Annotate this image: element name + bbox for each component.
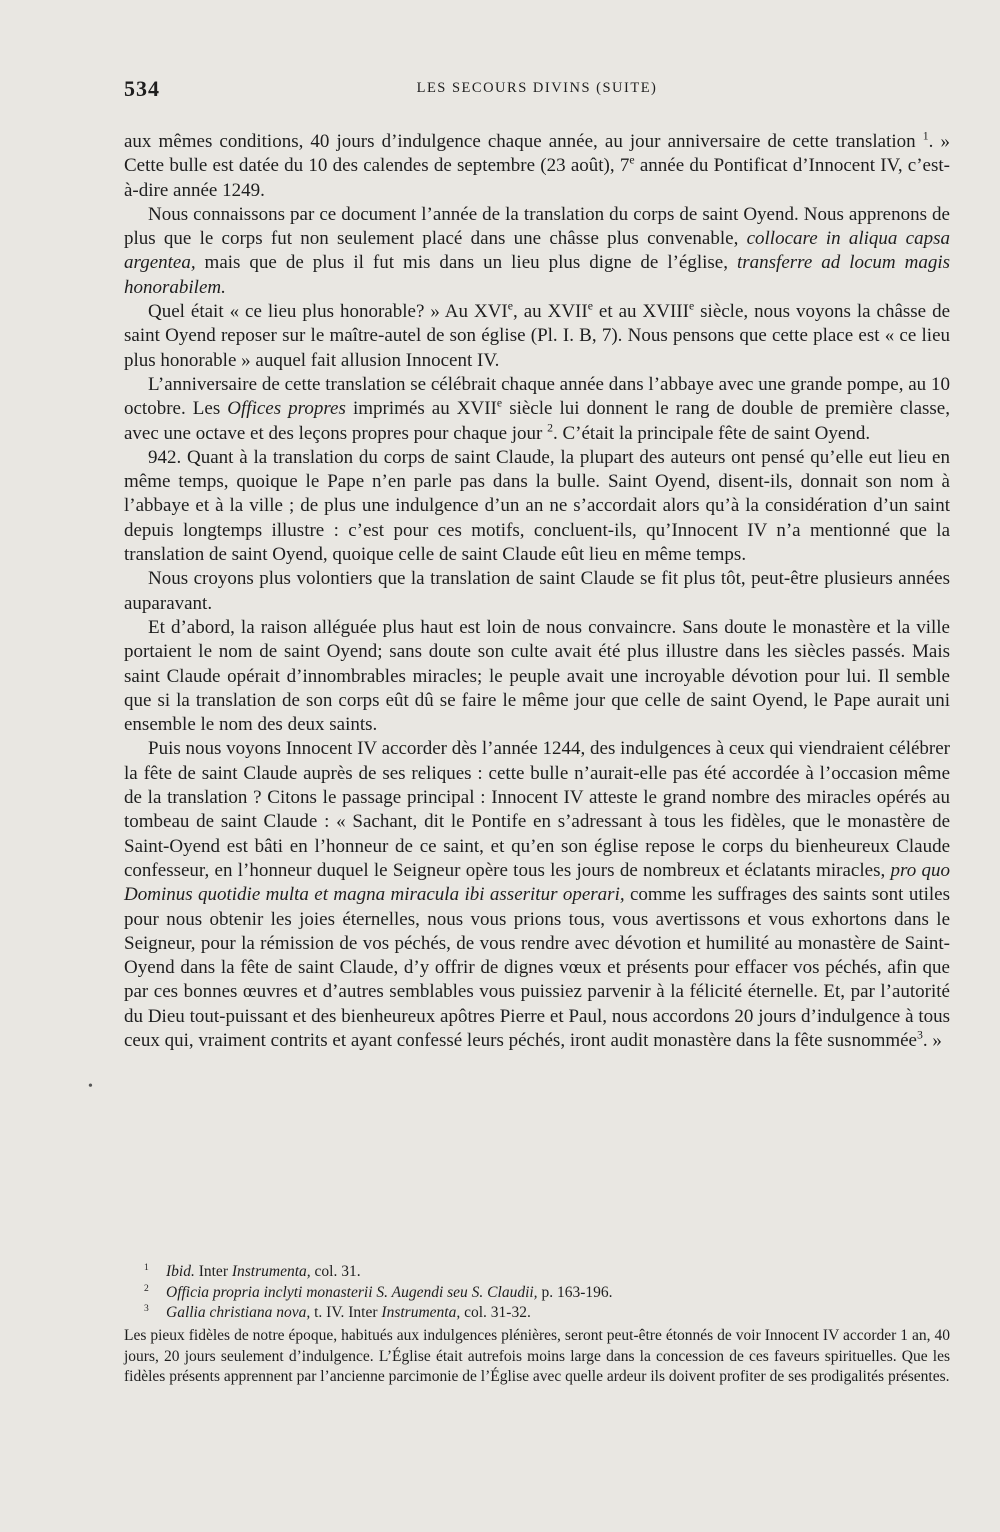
running-title: LES SECOURS DIVINS (SUITE) bbox=[416, 80, 658, 96]
paragraph: Quel était « ce lieu plus honorable? » Au XVIe, au XVIIe et au XVIIIe siècle, nous voyons la châsse de saint Oyend reposer sur le maître-autel de son église (Pl. I. B, 7). Nous pensons que cette place est « ce lieu plus honorable » auquel fait allusion Innocent IV. bbox=[124, 299, 951, 371]
paragraph: Puis nous voyons Innocent IV accorder dès l’année 1244, des indulgences à ceux qui viendraient célébrer la fête de saint Claude auprès de ses reliques : cette bulle n’aurait-elle pas été accordée à l’occasion même de la translation ? Citons le passage principal : Innocent IV atteste le grand nombre des miracles opérés au tombeau de saint Claude : « Sachant, dit le Pontife en s’adressant à tous les fidèles, que le monastère de Saint-Oyend est bâti en l’honneur de ce saint, et qu’en son église repose le corps du bienheureux Claude confesseur, en l’honneur duquel le Seigneur opère tous les jours de nombreux et éclatants miracles, pro quo Dominus quotidie multa et magna miracula ibi asseritur operari, comme les suffrages des saints sont utiles pour nous obtenir les joies éternelles, nous vous prions tous, vous avertissons et vous exhortons dans le Seigneur, pour la rémission de vos péchés, de vous rendre avec dévotion et humilité au monastère de Saint-Oyend dans la fête de saint Claude, d’y offrir de dignes vœux et présents pour effacer vos péchés, afin que par ces bonnes œuvres et d’autres semblables vous puissiez parvenir à la félicité éternelle. Et, par l’autorité du Dieu tout-puissant et des bienheureux apôtres Pierre et Paul, nous accordons 20 jours d’indulgence à tous ceux qui, vraiment contrits et ayant confessé leurs péchés, iront audit monastère dans la fête susnommée$^3$. » bbox=[124, 738, 950, 1051]
page-number: 534 bbox=[124, 76, 160, 101]
footnotes bbox=[124, 1262, 950, 1324]
footnote-number: 3 bbox=[144, 1302, 149, 1314]
footnote-number: 2 bbox=[144, 1282, 149, 1294]
footnote bbox=[124, 1283, 950, 1304]
page-header bbox=[124, 76, 950, 106]
footnote bbox=[124, 1303, 950, 1324]
footnote-note-text: Les pieux fidèles de notre époque, habitués aux indulgences plénières, seront peut-être étonnés de voir Innocent IV accorder 1 an, 40 jours, 20 jours seulement d’indulgence. L’Église était autrefois moins large dans la concession de ces faveurs spirituelles. Que les fidèles présents apprennent par l’ancienne parcimonie de l’Église avec quelle ardeur ils doivent profiter de ses prodigalités présentes. bbox=[124, 1327, 950, 1385]
paragraph: Et d’abord, la raison alléguée plus haut est loin de nous convaincre. Sans doute le monastère et la ville portaient le nom de saint Oyend; sans doute son culte avait été plus illustre dans les siècles passés. Mais saint Claude opérait d’innombrables miracles; le peuple avait une incroyable dévotion pour lui. Il semble que si la translation de son corps eût dû se faire le même jour que celle de saint Oyend, le Pape aurait uni ensemble le nom des deux saints. bbox=[124, 616, 950, 736]
footnote-text: Ibid. Inter Instrumenta, col. 31. bbox=[166, 1263, 361, 1280]
footnote-note bbox=[124, 1326, 950, 1388]
paragraph: 942. Quant à la translation du corps de saint Claude, la plupart des auteurs ont pensé qu’elle eut lieu en même temps, quoique le Pape n’en parle pas dans la bulle. Saint Oyend, disent-ils, donnait son nom à l’abbaye et à la ville ; de plus une indulgence d’un an ne s’accordait alors qu’à la considération d’un saint depuis longtemps illustre : c’est pour ces motifs, concluent-ils, qu’Innocent IV n’a mentionné que la translation de saint Oyend, quoique celle de saint Claude eût lieu en même temps. bbox=[124, 446, 950, 566]
paragraph: Nous connaissons par ce document l’année de la translation du corps de saint Oyend. Nous apprenons de plus que le corps fut non seulement placé dans une châsse plus convenable, collocare in aliqua capsa argentea, mais que de plus il fut mis dans un lieu plus digne de l’église, transferre ad locum magis honorabilem. bbox=[124, 203, 951, 298]
paragraph: aux mêmes conditions, 40 jours d’indulgence chaque année, au jour anniversaire de cette translation $^1$. » Cette bulle est datée du 10 des calendes de septembre (23 août), 7e année du Pontificat d’Innocent IV, c’est-à-dire année 1249. bbox=[124, 129, 950, 201]
footnote bbox=[124, 1262, 950, 1283]
margin-mark: • bbox=[88, 1079, 93, 1094]
footnote-text: Gallia christiana nova, t. IV. Inter Instrumenta, col. 31-32. bbox=[166, 1304, 531, 1321]
paragraph: L’anniversaire de cette translation se célébrait chaque année dans l’abbaye avec une grande pompe, au 10 octobre. Les Offices propres imprimés au XVIIe siècle lui donnent le rang de double de première classe, avec une octave et des leçons propres pour chaque jour $^2$. C’était la principale fête de saint Oyend. bbox=[124, 373, 950, 444]
main-text bbox=[124, 130, 950, 1053]
paragraph: Nous croyons plus volontiers que la translation de saint Claude se fit plus tôt, peut-être plusieurs années auparavant. bbox=[124, 568, 950, 614]
footnote-number: 1 bbox=[144, 1261, 149, 1273]
footnote-text: Officia propria inclyti monasterii S. Augendi seu S. Claudii, p. 163-196. bbox=[166, 1283, 613, 1301]
